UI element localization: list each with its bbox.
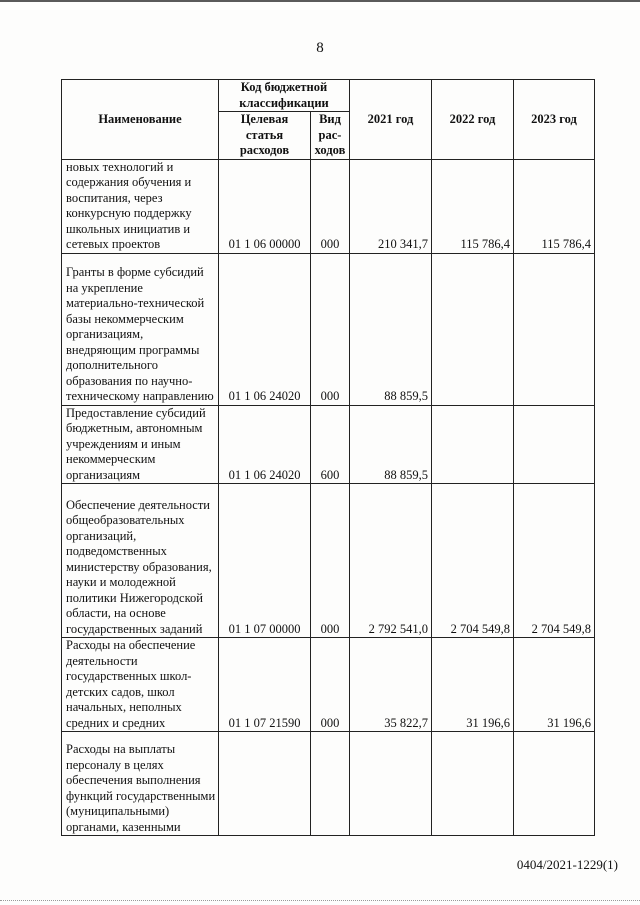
row-expense-type: 000 xyxy=(311,159,350,253)
row-name: Гранты в форме субсидий на укрепление материально-технической базы некоммерческим организациям, внедряющим программы дополнительного образования по научно-техническому направлению xyxy=(62,253,219,405)
row-2023 xyxy=(514,253,595,405)
table-row xyxy=(62,253,595,405)
header-2022: 2022 год xyxy=(432,80,514,160)
row-2023 xyxy=(514,405,595,484)
row-expense-type xyxy=(311,732,350,836)
row-2023: 31 196,6 xyxy=(514,638,595,732)
row-name: Предоставление субсидий бюджетным, автономным учреждениям и иным некоммерческим организациям xyxy=(62,405,219,484)
row-2023 xyxy=(514,732,595,836)
row-target-article: 01 1 07 21590 xyxy=(219,638,311,732)
table-row xyxy=(62,484,595,638)
bottom-edge xyxy=(0,900,640,902)
row-name: Обеспечение деятельности общеобразовательных организаций, подведомственных министерству образования, науки и молодежной политики Нижегородской области, на основе государственных заданий xyxy=(62,484,219,638)
page-number: 8 xyxy=(316,40,324,56)
top-rule xyxy=(0,0,640,2)
row-expense-type: 000 xyxy=(311,484,350,638)
row-2021: 88 859,5 xyxy=(350,253,432,405)
row-2022: 115 786,4 xyxy=(432,159,514,253)
budget-table xyxy=(61,79,595,836)
header-2021: 2021 год xyxy=(350,80,432,160)
row-2021 xyxy=(350,732,432,836)
row-2022 xyxy=(432,253,514,405)
row-2022 xyxy=(432,732,514,836)
table-row xyxy=(62,159,595,253)
table-row xyxy=(62,732,595,836)
row-2023: 115 786,4 xyxy=(514,159,595,253)
row-2021: 210 341,7 xyxy=(350,159,432,253)
row-target-article: 01 1 06 24020 xyxy=(219,405,311,484)
row-name: Расходы на выплаты персоналу в целях обеспечения выполнения функций государственными (муниципальными) органами, казенными xyxy=(62,732,219,836)
header-code-group: Код бюджетной классификации xyxy=(219,80,350,112)
row-name: Расходы на обеспечение деятельности государственных школ-детских садов, школ начальных, неполных средних и средних xyxy=(62,638,219,732)
row-target-article: 01 1 07 00000 xyxy=(219,484,311,638)
header-expense-type: Вид рас-ходов xyxy=(311,112,350,160)
row-2022: 31 196,6 xyxy=(432,638,514,732)
header-2023: 2023 год xyxy=(514,80,595,160)
row-2022: 2 704 549,8 xyxy=(432,484,514,638)
header-name: Наименование xyxy=(62,80,219,160)
row-2022 xyxy=(432,405,514,484)
row-2021: 2 792 541,0 xyxy=(350,484,432,638)
row-2021: 35 822,7 xyxy=(350,638,432,732)
table-row xyxy=(62,638,595,732)
row-target-article: 01 1 06 00000 xyxy=(219,159,311,253)
row-expense-type: 000 xyxy=(311,638,350,732)
document-code: 0404/2021-1229(1) xyxy=(516,857,618,872)
row-2023: 2 704 549,8 xyxy=(514,484,595,638)
row-name: новых технологий и содержания обучения и воспитания, через конкурсную поддержку школьных инициатив и сетевых проектов xyxy=(62,159,219,253)
row-expense-type: 000 xyxy=(311,253,350,405)
row-expense-type: 600 xyxy=(311,405,350,484)
row-2021: 88 859,5 xyxy=(350,405,432,484)
row-target-article: 01 1 06 24020 xyxy=(219,253,311,405)
row-target-article xyxy=(219,732,311,836)
table-row xyxy=(62,405,595,484)
header-target-article: Целевая статья расходов xyxy=(219,112,311,160)
